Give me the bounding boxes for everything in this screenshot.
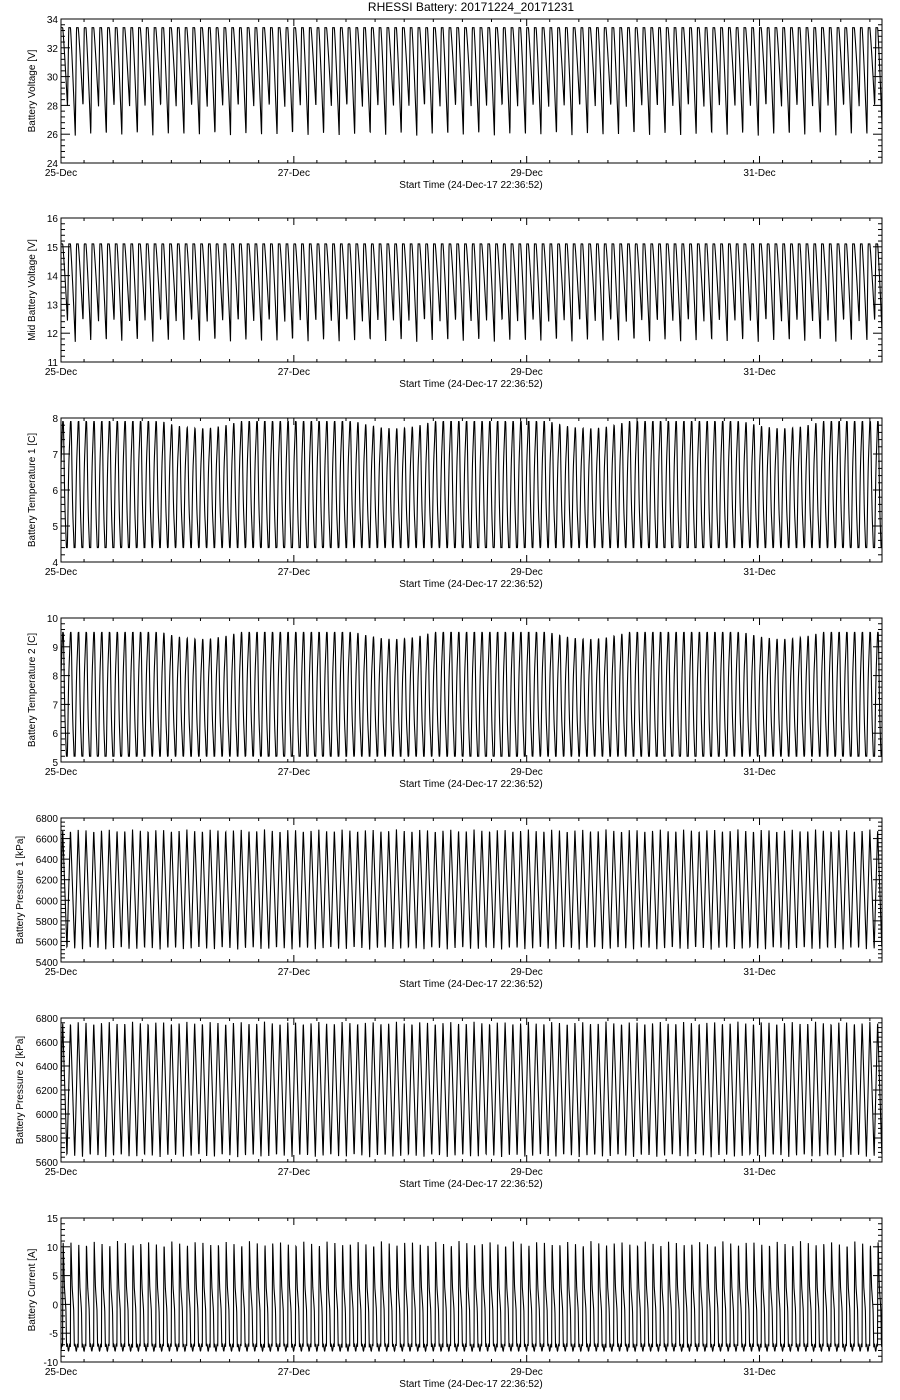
y-tick-label: 24: [46, 159, 58, 170]
y-tick-label: 6800: [35, 814, 58, 825]
y-tick-label: 6000: [35, 1110, 58, 1121]
x-tick-label: 25-Dec: [44, 967, 78, 978]
y-tick-label: 5600: [35, 937, 58, 949]
series-line: [61, 422, 882, 548]
x-tick-label: 27-Dec: [277, 567, 310, 578]
x-axis-label: Start Time (24-Dec-17 22:36:52): [399, 579, 543, 590]
x-tick-label: 25-Dec: [44, 168, 78, 179]
x-tick-label: 27-Dec: [277, 767, 310, 778]
y-tick-label: 6600: [35, 1038, 58, 1049]
y-axis-label: Battery Temperature 2 [C]: [27, 632, 38, 748]
y-tick-label: 6: [52, 729, 58, 741]
y-tick-label: 32: [46, 43, 58, 55]
x-tick-label: 31-Dec: [743, 967, 776, 978]
x-tick-label: 29-Dec: [510, 168, 543, 179]
y-axis-label: Battery Voltage [V]: [27, 49, 38, 133]
x-axis-label: Start Time (24-Dec-17 22:36:52): [399, 1379, 543, 1390]
figure-title: RHESSI Battery: 20171224_20171231: [367, 0, 575, 14]
y-tick-label: 28: [46, 101, 58, 113]
x-tick-label: 27-Dec: [277, 1167, 310, 1178]
x-tick-label: 25-Dec: [44, 767, 78, 778]
y-tick-label: 8: [52, 671, 58, 683]
y-tick-label: 8: [52, 414, 58, 425]
chart-panel-2: [27, 214, 882, 390]
y-tick-label: 6400: [35, 1062, 58, 1073]
y-tick-label: 6400: [35, 855, 58, 867]
y-tick-label: 6200: [35, 1086, 58, 1097]
chart-panel-3: [27, 414, 882, 590]
y-tick-label: 5: [52, 522, 58, 533]
series-line: [61, 829, 882, 949]
x-tick-label: 31-Dec: [743, 767, 776, 778]
y-tick-label: 34: [46, 15, 58, 26]
y-tick-label: 5800: [35, 916, 58, 928]
x-tick-label: 27-Dec: [277, 168, 310, 179]
y-tick-label: 4: [52, 558, 58, 569]
x-axis-label: Start Time (24-Dec-17 22:36:52): [399, 979, 543, 990]
x-axis-label: Start Time (24-Dec-17 22:36:52): [399, 779, 543, 790]
chart-panel-4: [27, 614, 882, 790]
x-tick-label: 31-Dec: [743, 1167, 776, 1178]
x-tick-label: 29-Dec: [510, 767, 543, 778]
x-axis-label: Start Time (24-Dec-17 22:36:52): [399, 379, 543, 390]
y-tick-label: 10: [46, 1242, 58, 1254]
y-tick-label: 16: [46, 214, 58, 225]
x-tick-label: 29-Dec: [510, 967, 543, 978]
x-tick-label: 25-Dec: [44, 1167, 78, 1178]
y-tick-label: 26: [46, 130, 58, 142]
series-line: [61, 28, 882, 136]
chart-panel-7: [27, 1214, 882, 1390]
y-axis-label: Mid Battery Voltage [V]: [27, 239, 38, 341]
y-tick-label: 11: [47, 358, 58, 369]
y-tick-label: 15: [46, 1214, 58, 1225]
y-tick-label: 5800: [35, 1134, 58, 1145]
y-tick-label: 6: [52, 486, 58, 497]
y-tick-label: 7: [52, 700, 58, 712]
x-tick-label: 27-Dec: [277, 1367, 310, 1378]
y-tick-label: 13: [46, 300, 58, 312]
y-axis-label: Battery Temperature 1 [C]: [27, 432, 38, 548]
y-tick-label: 9: [52, 642, 58, 654]
series-line: [61, 1241, 882, 1351]
y-axis-label: Battery Current [A]: [27, 1248, 38, 1332]
x-tick-label: 31-Dec: [743, 367, 776, 378]
y-tick-label: 7: [52, 450, 58, 461]
plot-frame: [61, 1218, 882, 1362]
y-tick-label: 5600: [35, 1158, 58, 1169]
y-tick-label: 10: [46, 614, 58, 625]
x-tick-label: 31-Dec: [743, 567, 776, 578]
x-tick-label: 31-Dec: [743, 168, 776, 179]
series-line: [61, 244, 882, 342]
y-tick-label: 5: [52, 1271, 58, 1283]
chart-panel-1: [27, 15, 882, 191]
x-tick-label: 25-Dec: [44, 1367, 78, 1378]
x-tick-label: 29-Dec: [510, 1167, 543, 1178]
y-tick-label: 30: [46, 72, 58, 84]
y-tick-label: 14: [46, 271, 58, 283]
x-tick-label: 27-Dec: [277, 967, 310, 978]
y-tick-label: 5400: [35, 958, 58, 969]
y-axis-label: Battery Pressure 1 [kPa]: [15, 835, 26, 945]
series-line: [61, 1022, 882, 1158]
y-axis-label: Battery Pressure 2 [kPa]: [15, 1035, 26, 1145]
y-tick-label: 6200: [35, 875, 58, 887]
series-line: [61, 632, 882, 756]
x-tick-label: 25-Dec: [44, 367, 78, 378]
chart-panel-6: [15, 1014, 882, 1190]
x-tick-label: 25-Dec: [44, 567, 78, 578]
chart-panel-5: [15, 814, 882, 990]
panels-group: [15, 15, 882, 1390]
y-tick-label: 5: [52, 758, 58, 769]
y-tick-label: 15: [46, 242, 58, 254]
y-tick-label: 6000: [35, 896, 58, 908]
y-tick-label: 12: [46, 329, 58, 341]
y-tick-label: 6800: [35, 1014, 58, 1025]
x-tick-label: 31-Dec: [743, 1367, 776, 1378]
x-axis-label: Start Time (24-Dec-17 22:36:52): [399, 180, 543, 191]
y-tick-label: -5: [49, 1329, 58, 1341]
x-tick-label: 27-Dec: [277, 367, 310, 378]
x-tick-label: 29-Dec: [510, 1367, 543, 1378]
x-tick-label: 29-Dec: [510, 567, 543, 578]
x-tick-label: 29-Dec: [510, 367, 543, 378]
y-tick-label: 0: [52, 1300, 58, 1312]
y-tick-label: -10: [43, 1358, 58, 1369]
x-axis-label: Start Time (24-Dec-17 22:36:52): [399, 1179, 543, 1190]
y-tick-label: 6600: [35, 834, 58, 846]
